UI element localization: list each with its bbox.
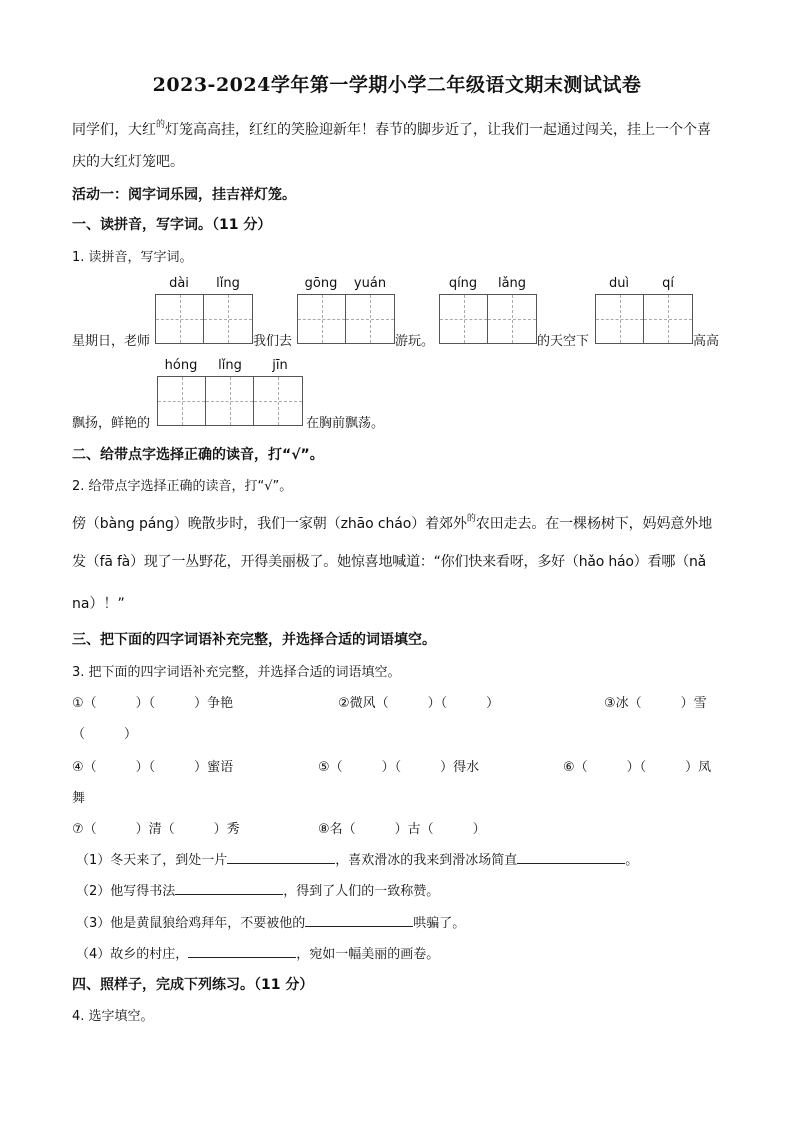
sentence-part: 高高 [693, 334, 720, 349]
section-2-heading: 二、给带点字选择正确的读音，打“√”。 [72, 447, 324, 463]
tianzige-box-qinglang[interactable] [439, 294, 537, 344]
section-1-heading: 一、读拼音，写字词。（11 分） [72, 217, 272, 233]
fill-sentence-2 [76, 880, 439, 899]
intro-line-1 [72, 117, 711, 139]
question-4-prompt: 4. 选字填空。 [72, 1009, 154, 1024]
fill-sentence-3 [76, 912, 465, 931]
fill-text: ，喜欢滑冰的我来到滑冰场简直 [335, 853, 518, 868]
fill-sentence-4 [76, 943, 439, 962]
tianzige-box-dailing[interactable] [155, 294, 253, 344]
answer-blank[interactable] [305, 913, 413, 927]
fill-text: 。 [625, 853, 639, 868]
reading-line-2: 发（fā fà）现了一丛野花，开得美丽极了。她惊喜地喊道：“你们快来看呀，多好（hǎo háo）看哪（nǎ [72, 554, 707, 570]
intro-line-2: 庆的大红灯笼吧。 [72, 154, 184, 170]
tianzige-box-honglingjin[interactable] [157, 376, 303, 426]
pinyin-label: duì [608, 276, 630, 291]
sentence-part: 的天空下 [537, 334, 590, 349]
pinyin-label: lǎng [497, 276, 527, 291]
pinyin-label: yuán [353, 276, 387, 291]
fill-text: 哄骗了。 [413, 916, 466, 931]
sentence-part: 星期日，老师 [72, 334, 151, 349]
question-1-prompt: 1. 读拼音，写字词。 [72, 250, 193, 265]
sentence-part: 在胸前飘荡。 [306, 416, 385, 431]
pinyin-label: qí [662, 276, 674, 291]
idiom-item: ④（ ）（ ）蜜语 [72, 760, 234, 775]
tianzige-box-gongyuan[interactable] [297, 294, 395, 344]
answer-blank[interactable] [517, 850, 625, 864]
reading-line-3: na）！” [72, 596, 125, 612]
reading-text-a: 傍（bàng páng）晚散步时，我们一家朝（zhāo cháo）着郊外 [72, 516, 467, 532]
fill-text: （2）他写得书法 [76, 884, 176, 899]
fill-text: （3）他是黄鼠狼给鸡拜年，不要被他的 [76, 916, 306, 931]
reading-text-b: 农田走去。在一棵杨树下，妈妈意外地 [475, 516, 713, 532]
pinyin-label: lǐng [216, 276, 240, 291]
pinyin-label: hóng [164, 358, 198, 373]
intro-text-b: 灯笼高高挂，红红的笑脸迎新年！春节的脚步近了，让我们一起通过闯关，挂上一个个喜 [165, 122, 712, 138]
idiom-item: ③冰（ ）雪 [604, 696, 707, 711]
question-2-prompt: 2. 给带点字选择正确的读音，打“√”。 [72, 479, 293, 494]
fill-text: ，得到了人们的一致称赞。 [283, 884, 440, 899]
fill-sentence-1 [76, 849, 638, 868]
question-3-prompt: 3. 把下面的四字词语补充完整，并选择合适的词语填空。 [72, 665, 401, 680]
intro-de-small: 的 [156, 120, 166, 130]
fill-text: （4）故乡的村庄， [76, 947, 189, 962]
answer-blank[interactable] [175, 881, 283, 895]
pinyin-label: dài [169, 276, 189, 291]
idiom-item: ②微风（ ）（ ） [338, 696, 500, 711]
idiom-item: ⑤（ ）（ ）得水 [318, 760, 480, 775]
answer-blank[interactable] [188, 944, 296, 958]
intro-text-a: 同学们，大红 [72, 122, 156, 138]
page-title: 2023-2024学年第一学期小学二年级语文期末测试试卷 [152, 74, 642, 96]
idiom-item: ①（ ）（ ）争艳 [72, 696, 234, 711]
idiom-item: ⑥（ ）（ ）凤 [563, 760, 712, 775]
activity-heading: 活动一：阅字词乐园，挂吉祥灯笼。 [72, 187, 296, 203]
section-4-heading: 四、照样子，完成下列练习。（11 分） [72, 977, 314, 993]
pinyin-label: qíng [448, 276, 478, 291]
fill-text: （1）冬天来了，到处一片 [76, 853, 228, 868]
sentence-part: 飘扬，鲜艳的 [72, 416, 151, 431]
tianzige-box-duiqi[interactable] [595, 294, 693, 344]
answer-blank[interactable] [227, 850, 335, 864]
pinyin-label: jīn [272, 358, 288, 373]
sentence-part: 我们去 [253, 334, 293, 349]
idiom-item: ⑧名（ ）古（ ） [318, 822, 486, 837]
reading-de-small: 的 [466, 514, 476, 524]
sentence-part: 游玩。 [395, 334, 435, 349]
pinyin-label: gōng [304, 276, 338, 291]
idiom-item-cont: （ ） [72, 727, 138, 742]
section-3-heading: 三、把下面的四字词语补充完整，并选择合适的词语填空。 [72, 632, 436, 648]
reading-line-1 [72, 511, 712, 533]
fill-text: ，宛如一幅美丽的画卷。 [296, 947, 440, 962]
idiom-item: ⑦（ ）清（ ）秀 [72, 822, 240, 837]
idiom-item-cont: 舞 [72, 791, 86, 806]
pinyin-label: lǐng [218, 358, 242, 373]
